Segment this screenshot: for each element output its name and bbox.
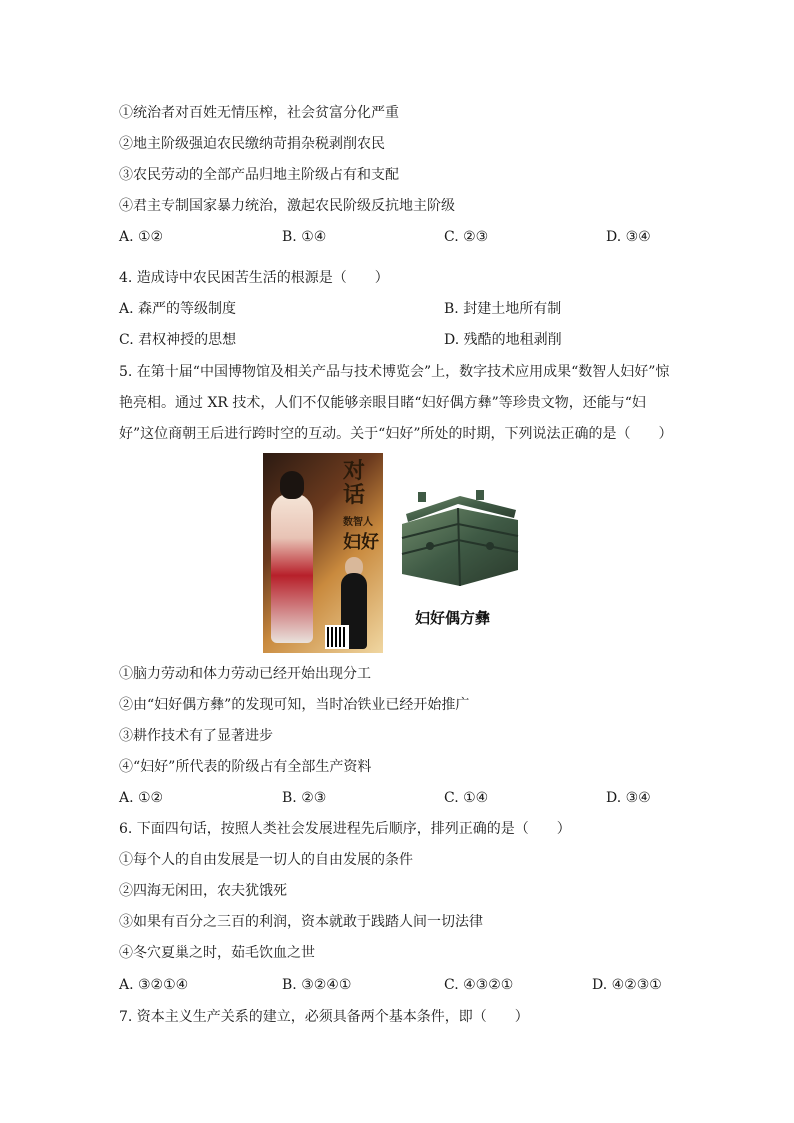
q5-option-b: B. ②③ <box>282 790 327 806</box>
q4-stem: 4. 造成诗中农民困苦生活的根源是（ ） <box>119 270 389 286</box>
q3-option-b: B. ①④ <box>282 229 327 245</box>
vessel-caption: 妇好偶方彝 <box>415 609 491 627</box>
qr-code-icon <box>325 625 349 649</box>
q4-option-a: A. 森严的等级制度 <box>119 301 237 317</box>
q6-item-3: ③如果有百分之三百的利润，资本就敢于践踏人间一切法律 <box>119 914 483 930</box>
fuhao-figure <box>271 493 313 643</box>
q6-option-c: C. ④③②① <box>444 977 514 993</box>
q3-item-1: ①统治者对百姓无情压榨，社会贫富分化严重 <box>119 105 399 121</box>
poster-title-name: 妇好 <box>343 532 379 553</box>
fuhao-poster-image <box>263 453 383 653</box>
q3-item-3: ③农民劳动的全部产品归地主阶级占有和支配 <box>119 167 399 183</box>
q6-stem: 6. 下面四句话，按照人类社会发展进程先后顺序，排列正确的是（ ） <box>119 821 571 837</box>
q5-item-2: ②由“妇好偶方彝”的发现可知，当时冶铁业已经开始推广 <box>119 697 470 713</box>
q5-item-4: ④“妇好”所代表的阶级占有全部生产资料 <box>119 759 372 775</box>
q5-option-c: C. ①④ <box>444 790 489 806</box>
bronze-vessel-image <box>396 488 524 590</box>
q4-option-d: D. 残酷的地租剥削 <box>444 332 562 348</box>
poster-title-char-2: 话 <box>343 482 366 508</box>
q6-option-a: A. ③②①④ <box>119 977 189 993</box>
q6-option-b: B. ③②④① <box>282 977 352 993</box>
q5-option-a: A. ①② <box>119 790 164 806</box>
q3-item-2: ②地主阶级强迫农民缴纳苛捐杂税剥削农民 <box>119 136 385 152</box>
fuhao-head <box>280 471 304 499</box>
q3-item-4: ④君主专制国家暴力统治，激起农民阶级反抗地主阶级 <box>119 198 455 214</box>
poster-subtitle: 数智人 <box>343 517 373 528</box>
q6-option-d: D. ④②③① <box>592 977 662 993</box>
q4-option-b: B. 封建土地所有制 <box>444 301 562 317</box>
q5-item-1: ①脑力劳动和体力劳动已经开始出现分工 <box>119 666 371 682</box>
q3-option-d: D. ③④ <box>606 229 651 245</box>
q4-option-c: C. 君权神授的思想 <box>119 332 237 348</box>
q6-item-4: ④冬穴夏巢之时，茹毛饮血之世 <box>119 945 315 961</box>
q7-stem: 7. 资本主义生产关系的建立，必须具备两个基本条件，即（ ） <box>119 1009 529 1025</box>
q6-item-1: ①每个人的自由发展是一切人的自由发展的条件 <box>119 852 413 868</box>
q3-option-a: A. ①② <box>119 229 164 245</box>
q6-item-2: ②四海无闲田，农夫犹饿死 <box>119 883 287 899</box>
q3-option-c: C. ②③ <box>444 229 489 245</box>
poster-title-char-1: 对 <box>343 458 366 484</box>
q5-item-3: ③耕作技术有了显著进步 <box>119 728 273 744</box>
q5-option-d: D. ③④ <box>606 790 651 806</box>
q5-stem: 5. 在第十届“中国博物馆及相关产品与技术博览会”上，数字技术应用成果“数智人妇好”惊艳亮相。通过 XR 技术，人们不仅能够亲眼目睹“妇好偶方彝”等珍贵文物，还能与“妇好”这位商朝王后进行跨时空的互动。关于“妇好”所处的时期，下列说法正确的是（ ） <box>119 364 673 442</box>
